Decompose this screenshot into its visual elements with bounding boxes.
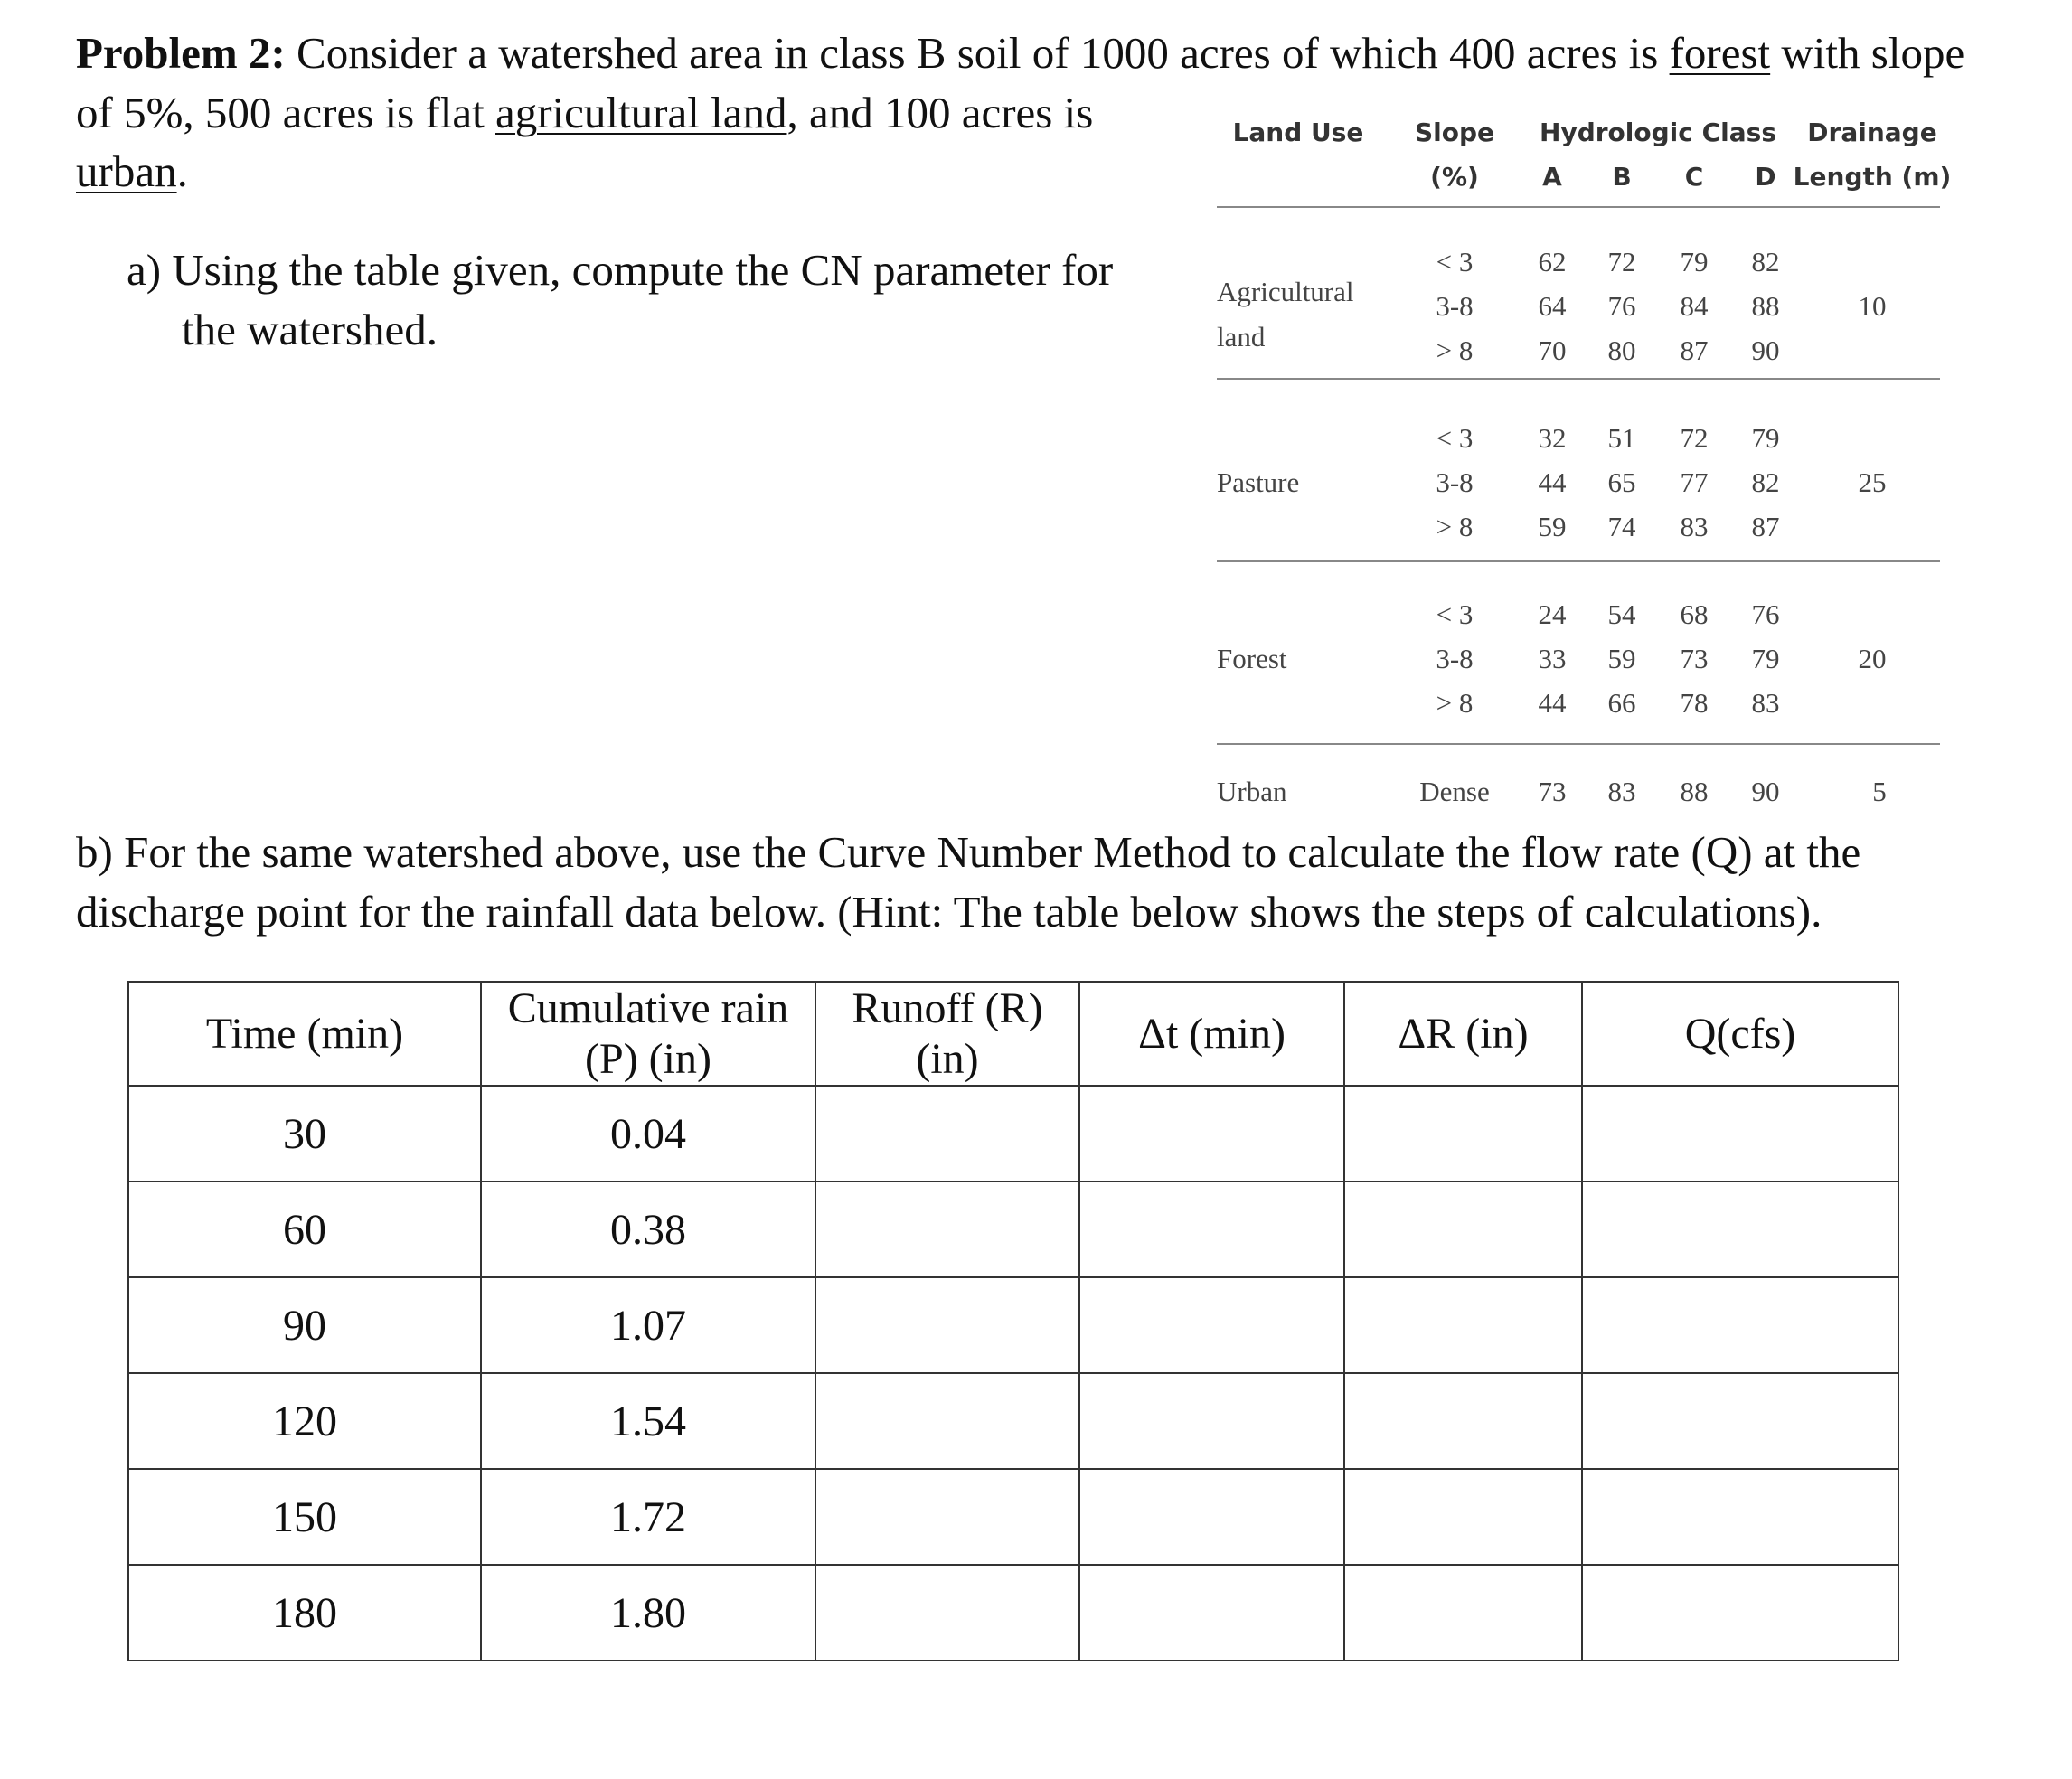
header-delta-r: ΔR (in) bbox=[1344, 982, 1582, 1086]
land-use-urban: Urban bbox=[1217, 776, 1287, 807]
runoff-cell[interactable] bbox=[815, 1181, 1079, 1277]
delta-r-cell[interactable] bbox=[1344, 1373, 1582, 1469]
q-cell[interactable] bbox=[1582, 1181, 1898, 1277]
problem-text-2-tail: , and 100 acres is bbox=[786, 88, 1094, 137]
header-class-a: A bbox=[1542, 162, 1562, 192]
table-rule bbox=[1217, 743, 1940, 745]
runoff-cell[interactable] bbox=[815, 1565, 1079, 1661]
cn-value: 79 bbox=[1680, 246, 1709, 278]
time-cell: 180 bbox=[128, 1565, 481, 1661]
table-row bbox=[128, 1277, 1898, 1373]
slope-cell: < 3 bbox=[1436, 246, 1474, 278]
problem-urban-term: urban bbox=[76, 146, 177, 196]
delta-t-cell[interactable] bbox=[1079, 1469, 1344, 1565]
delta-t-cell[interactable] bbox=[1079, 1565, 1344, 1661]
header-q: Q(cfs) bbox=[1582, 982, 1898, 1086]
part-a-question-line-2: the watershed. bbox=[182, 305, 438, 354]
delta-r-cell[interactable] bbox=[1344, 1469, 1582, 1565]
table-row bbox=[128, 1469, 1898, 1565]
cn-value: 44 bbox=[1538, 466, 1567, 498]
part-a-question-line-1: a) Using the table given, compute the CN parameter for bbox=[127, 245, 1114, 295]
cn-value: 68 bbox=[1680, 598, 1709, 630]
rain-cell: 0.04 bbox=[481, 1086, 815, 1181]
problem-forest-term: forest bbox=[1669, 28, 1771, 78]
slope-cell: > 8 bbox=[1436, 334, 1474, 366]
rain-cell: 1.07 bbox=[481, 1277, 815, 1373]
cn-value: 73 bbox=[1680, 643, 1709, 674]
land-use-agricultural: Agricultural land bbox=[1217, 276, 1354, 353]
q-cell[interactable] bbox=[1582, 1373, 1898, 1469]
cn-value: 88 bbox=[1680, 776, 1709, 807]
runoff-cell[interactable] bbox=[815, 1373, 1079, 1469]
problem-statement-line-3 bbox=[76, 146, 188, 197]
cn-value: 76 bbox=[1751, 598, 1780, 630]
delta-t-cell[interactable] bbox=[1079, 1373, 1344, 1469]
header-class-d: D bbox=[1755, 162, 1776, 192]
rain-cell: 0.38 bbox=[481, 1181, 815, 1277]
part-b-question-line-1: b) For the same watershed above, use the Curve Number Method to calculate the flow rate (Q) at the bbox=[76, 827, 1861, 877]
header-runoff: Runoff (R) (in) bbox=[815, 982, 1079, 1086]
cn-value: 44 bbox=[1538, 687, 1567, 719]
cn-value: 70 bbox=[1538, 334, 1567, 366]
q-cell[interactable] bbox=[1582, 1565, 1898, 1661]
cn-value: 59 bbox=[1538, 511, 1567, 542]
slope-cell: 3-8 bbox=[1436, 290, 1474, 322]
delta-r-cell[interactable] bbox=[1344, 1181, 1582, 1277]
table-header-row bbox=[128, 982, 1898, 1086]
table-row bbox=[128, 1565, 1898, 1661]
time-cell: 120 bbox=[128, 1373, 481, 1469]
problem-agricultural-term: agricultural land bbox=[495, 88, 787, 137]
table-rule bbox=[1217, 378, 1940, 380]
land-use-pasture: Pasture bbox=[1217, 466, 1300, 498]
cn-value: 62 bbox=[1538, 246, 1567, 278]
q-cell[interactable] bbox=[1582, 1086, 1898, 1181]
problem-statement-line-1 bbox=[76, 27, 1964, 79]
delta-t-cell[interactable] bbox=[1079, 1181, 1344, 1277]
cn-value: 32 bbox=[1538, 422, 1567, 454]
cn-value: 87 bbox=[1751, 511, 1780, 542]
slope-cell: > 8 bbox=[1436, 687, 1474, 719]
header-length: Length (m) bbox=[1793, 162, 1952, 192]
cn-value: 24 bbox=[1538, 598, 1567, 630]
delta-t-cell[interactable] bbox=[1079, 1277, 1344, 1373]
rain-cell: 1.72 bbox=[481, 1469, 815, 1565]
table-rule bbox=[1217, 206, 1940, 208]
cn-value: 84 bbox=[1680, 290, 1709, 322]
cn-value: 33 bbox=[1538, 643, 1567, 674]
cn-value: 64 bbox=[1538, 290, 1567, 322]
cn-value: 54 bbox=[1607, 598, 1636, 630]
problem-text-1-tail: with slope bbox=[1770, 28, 1965, 78]
problem-heading: Problem 2: bbox=[76, 28, 286, 78]
time-cell: 60 bbox=[128, 1181, 481, 1277]
cn-value: 90 bbox=[1751, 334, 1780, 366]
delta-t-cell[interactable] bbox=[1079, 1086, 1344, 1181]
table-row bbox=[128, 1086, 1898, 1181]
slope-cell: > 8 bbox=[1436, 511, 1474, 542]
q-cell[interactable] bbox=[1582, 1277, 1898, 1373]
problem-text-2: of 5%, 500 acres is flat bbox=[76, 88, 495, 137]
cn-value: 59 bbox=[1607, 643, 1636, 674]
header-class-b: B bbox=[1612, 162, 1632, 192]
land-use-forest: Forest bbox=[1217, 643, 1287, 674]
delta-r-cell[interactable] bbox=[1344, 1565, 1582, 1661]
cn-value: 72 bbox=[1607, 246, 1636, 278]
cn-value: 79 bbox=[1751, 643, 1780, 674]
cn-value: 87 bbox=[1680, 334, 1709, 366]
drainage-length: 25 bbox=[1858, 466, 1887, 498]
problem-text-3-tail: . bbox=[176, 146, 188, 196]
header-drainage: Drainage bbox=[1807, 118, 1937, 147]
header-cumulative-rain: Cumulative rain (P) (in) bbox=[481, 982, 815, 1086]
delta-r-cell[interactable] bbox=[1344, 1086, 1582, 1181]
cn-value: 82 bbox=[1751, 246, 1780, 278]
runoff-cell[interactable] bbox=[815, 1277, 1079, 1373]
delta-r-cell[interactable] bbox=[1344, 1277, 1582, 1373]
cn-value: 83 bbox=[1751, 687, 1780, 719]
header-slope-unit: (%) bbox=[1430, 162, 1479, 192]
rain-cell: 1.80 bbox=[481, 1565, 815, 1661]
runoff-cell[interactable] bbox=[815, 1086, 1079, 1181]
slope-cell: 3-8 bbox=[1436, 643, 1474, 674]
cn-value: 77 bbox=[1680, 466, 1709, 498]
header-hydrologic-class: Hydrologic Class bbox=[1540, 118, 1776, 147]
drainage-length: 10 bbox=[1858, 290, 1887, 322]
header-slope: Slope bbox=[1414, 118, 1495, 147]
cn-value: 78 bbox=[1680, 687, 1709, 719]
slope-cell: < 3 bbox=[1436, 422, 1474, 454]
drainage-length: 5 bbox=[1872, 776, 1887, 807]
table-row bbox=[128, 1373, 1898, 1469]
cn-value: 88 bbox=[1751, 290, 1780, 322]
cn-value: 79 bbox=[1751, 422, 1780, 454]
rain-cell: 1.54 bbox=[481, 1373, 815, 1469]
cn-value: 73 bbox=[1538, 776, 1567, 807]
header-delta-t: Δt (min) bbox=[1079, 982, 1344, 1086]
q-cell[interactable] bbox=[1582, 1469, 1898, 1565]
part-b-question-line-2: discharge point for the rainfall data below. (Hint: The table below shows the steps of calculations). bbox=[76, 887, 1822, 937]
header-land-use: Land Use bbox=[1232, 118, 1364, 147]
header-class-c: C bbox=[1684, 162, 1704, 192]
table-rule bbox=[1217, 560, 1940, 562]
calculation-table bbox=[127, 981, 1899, 1661]
cn-value: 83 bbox=[1680, 511, 1709, 542]
problem-statement-line-2 bbox=[76, 87, 1093, 138]
cn-value: 51 bbox=[1607, 422, 1636, 454]
problem-text-1: Consider a watershed area in class B soil of 1000 acres of which 400 acres is bbox=[285, 28, 1670, 78]
cn-value: 82 bbox=[1751, 466, 1780, 498]
cn-value: 76 bbox=[1607, 290, 1636, 322]
time-cell: 30 bbox=[128, 1086, 481, 1181]
cn-value: 90 bbox=[1751, 776, 1780, 807]
cn-value: 66 bbox=[1607, 687, 1636, 719]
slope-cell: < 3 bbox=[1436, 598, 1474, 630]
time-cell: 150 bbox=[128, 1469, 481, 1565]
cn-value: 83 bbox=[1607, 776, 1636, 807]
cn-value: 74 bbox=[1607, 511, 1636, 542]
drainage-length: 20 bbox=[1858, 643, 1887, 674]
time-cell: 90 bbox=[128, 1277, 481, 1373]
runoff-cell[interactable] bbox=[815, 1469, 1079, 1565]
table-row bbox=[128, 1181, 1898, 1277]
slope-cell: Dense bbox=[1419, 776, 1490, 807]
cn-value: 72 bbox=[1680, 422, 1709, 454]
header-time: Time (min) bbox=[128, 982, 481, 1086]
cn-value: 65 bbox=[1607, 466, 1636, 498]
slope-cell: 3-8 bbox=[1436, 466, 1474, 498]
cn-value: 80 bbox=[1607, 334, 1636, 366]
